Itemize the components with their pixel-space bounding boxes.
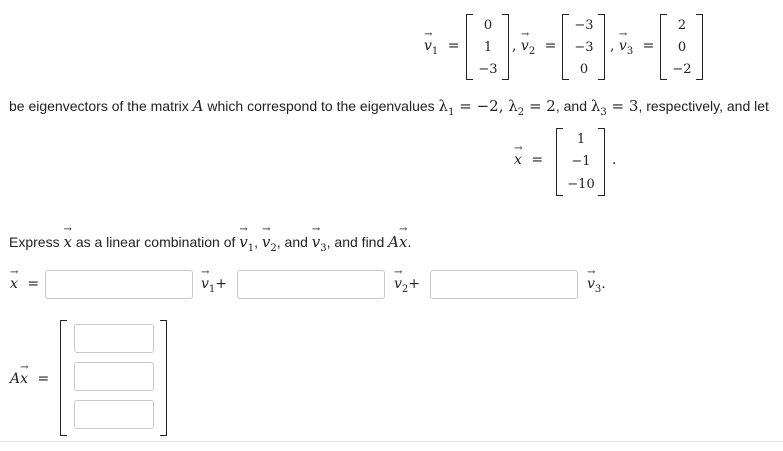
coefficient-2-input[interactable]: [237, 270, 385, 299]
v2-entry: −3: [574, 17, 594, 33]
question-text: Express → x as a linear combination of → $v_1$, → $v_2$, and → $v_3$, and find A→ x.: [9, 233, 411, 251]
eigen-sentence: be eigenvectors of the matrix A which correspond to the eigenvalues $\lambda_1 = -2$, $\lambda_2 = 2$, and $\lambda_3 = 3$, respectively, and let: [9, 97, 769, 118]
ax-entry-2-input[interactable]: [74, 362, 154, 391]
x-answer-label: → x =: [10, 276, 39, 292]
eigenvalue-2: 2: [546, 97, 556, 115]
v1-matrix: [466, 14, 510, 80]
v3-matrix: [660, 14, 704, 80]
ax-entry-3-input[interactable]: [74, 400, 154, 429]
v3-end: → $v_3$.: [587, 276, 606, 292]
v1-entry: 1: [483, 39, 493, 55]
sentence-mid: which correspond to the eigenvalues: [207, 98, 435, 114]
x-label: → x =: [514, 152, 543, 168]
v3-label: , → $v_3$ =: [610, 38, 654, 54]
v3-entry: −2: [672, 61, 692, 77]
matrix-symbol: A: [192, 97, 204, 115]
sentence-pre: be eigenvectors of the matrix: [9, 98, 189, 114]
v3-entry: 0: [677, 39, 687, 55]
x-entry: 1: [576, 131, 586, 147]
eigenvalue-3: 3: [628, 97, 639, 115]
v1-entry: 0: [483, 17, 493, 33]
v1-plus: → $v_1+$: [201, 276, 227, 292]
x-entry: −10: [567, 177, 595, 193]
v2-plus: → $v_2+$: [394, 276, 420, 292]
ax-entry-1-input[interactable]: [74, 324, 154, 353]
sentence-post: , respectively, and let: [638, 98, 769, 114]
v3-entry: 2: [677, 17, 687, 33]
x-matrix: [556, 128, 606, 196]
coefficient-1-input[interactable]: [45, 270, 193, 299]
v1-label: → $v_1$ =: [424, 38, 459, 54]
eigenvalue-1: −2: [476, 97, 499, 115]
x-entry: −1: [571, 154, 591, 170]
v2-entry: 0: [579, 61, 589, 77]
coefficient-3-input[interactable]: [430, 270, 578, 299]
ax-label: A→ x =: [10, 371, 49, 387]
x-period: .: [612, 152, 617, 168]
v1-entry: −3: [478, 61, 498, 77]
v2-label: , → $v_2$ =: [512, 38, 556, 54]
v2-entry: −3: [574, 39, 594, 55]
v2-matrix: [562, 14, 606, 80]
divider: [0, 441, 783, 442]
